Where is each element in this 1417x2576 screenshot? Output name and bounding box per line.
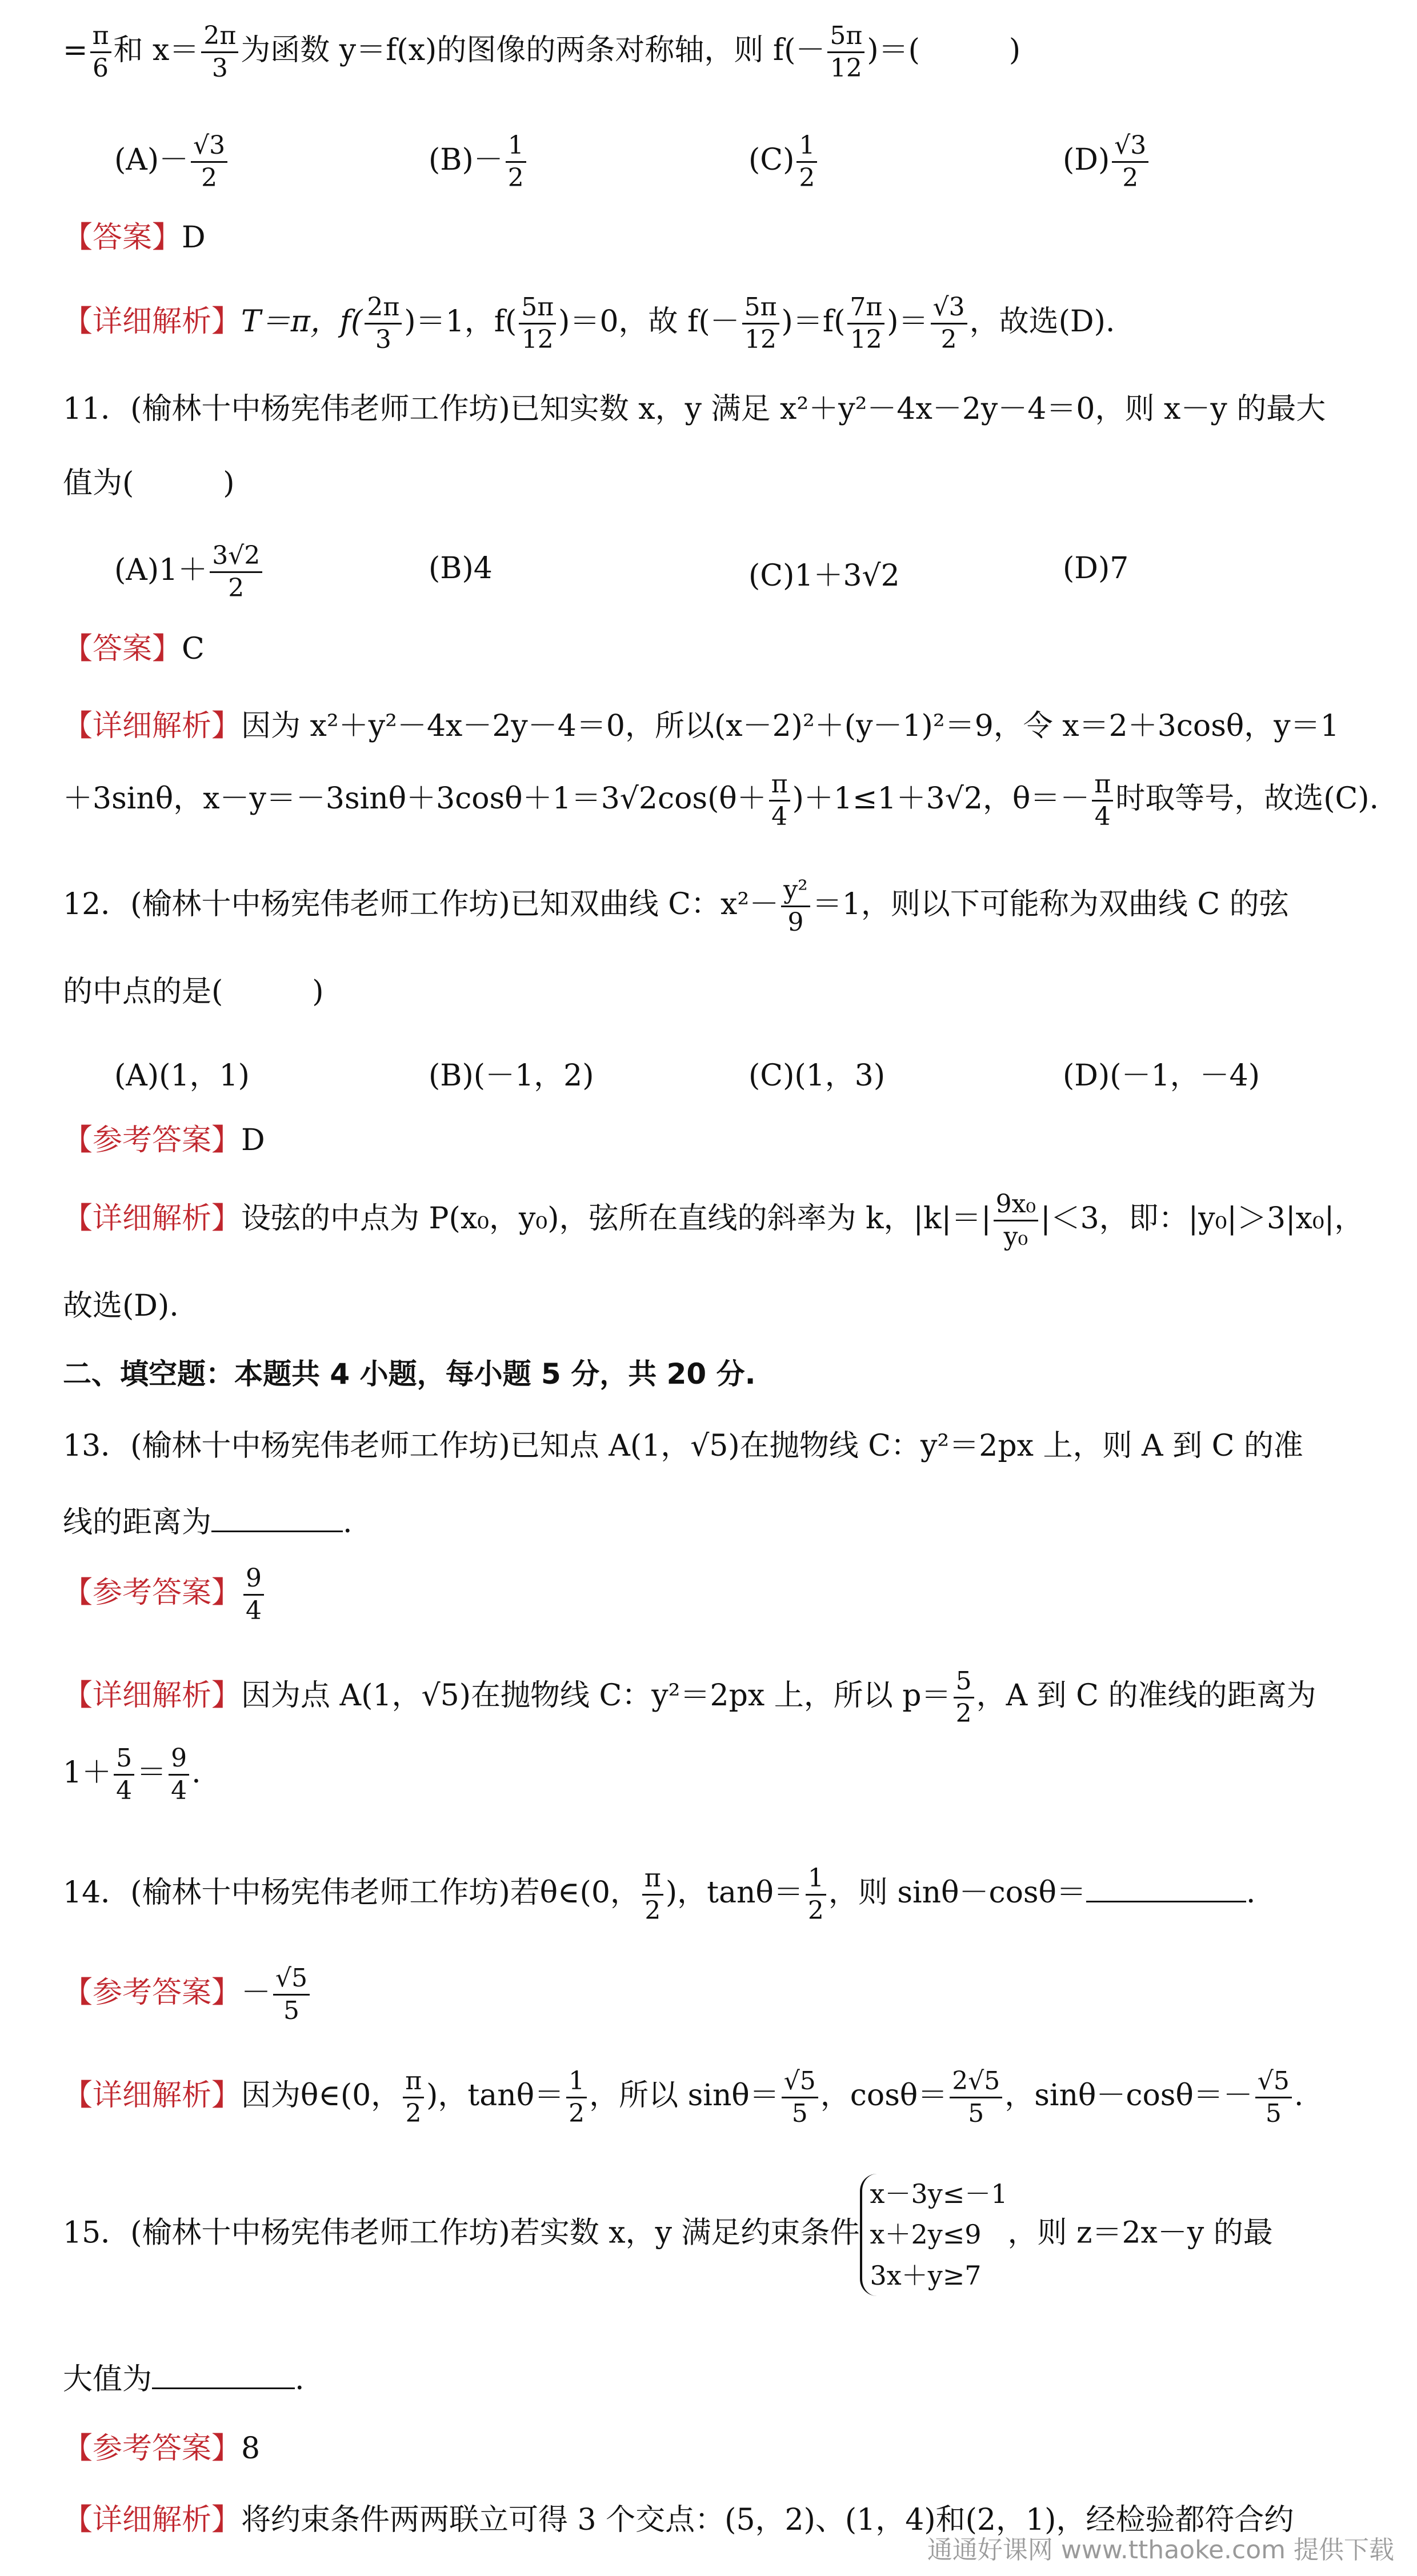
q10-choice-d: (D) $\frac{√3}{2}$	[1063, 133, 1151, 191]
q11-choice-d: (D)7	[1063, 551, 1129, 586]
q10-answer: 【答案】D	[63, 221, 206, 255]
q14-answer: 【参考答案】－ $\frac{√5}{5}$	[63, 1965, 312, 2024]
q12-stem-line1: 12．(榆林十中杨宪伟老师工作坊)已知双曲线 C：x²－ $\frac{\text{y²}}{9}$ ＝1，则以下可能称为双曲线 C 的弦	[63, 875, 1289, 938]
answer-tag: 【参考答案】	[63, 1576, 242, 1610]
q15-stem-line2: 大值为 .	[63, 2362, 305, 2397]
q12-choice-b: (B)(－1，2)	[429, 1059, 594, 1093]
q11-stem-line2: 值为( )	[63, 466, 235, 500]
site-watermark: 通通好课网 www.tthaoke.com 提供下载	[927, 2535, 1394, 2565]
q14-analysis: 【详细解析】因为θ∈(0， $\frac{\pi}{2}$ )，tanθ＝ $\frac{1}{2}$ ，所以 sinθ＝ $\frac{√5}{5}$ ，cosθ＝ $\frac{2√5}{5}$ ，sinθ－cosθ＝－ $\frac{√5}{5}$ .	[63, 2066, 1304, 2129]
answer-tag: 【答案】	[63, 221, 182, 255]
q10-choice-c: (C) $\frac{1}{2}$	[748, 133, 819, 191]
q12-choice-c: (C)(1，3)	[748, 1059, 886, 1093]
constraint-brace	[860, 2174, 1008, 2296]
q15-stem-line1: 15．(榆林十中杨宪伟老师工作坊)若实数 x，y 满足约束条件 x－3y≤－1 x＋2y≤9 3x＋y≥7 ，则 z＝2x－y 的最	[63, 2174, 1273, 2296]
analysis-tag: 【详细解析】	[63, 1678, 242, 1713]
q12-stem-line2: 的中点的是( )	[63, 975, 324, 1009]
q11-stem-line1: 11．(榆林十中杨宪伟老师工作坊)已知实数 x，y 满足 x²＋y²－4x－2y－4＝0，则 x－y 的最大	[63, 392, 1326, 426]
answer-blank[interactable]	[211, 1505, 343, 1532]
q13-stem-line1: 13．(榆林十中杨宪伟老师工作坊)已知点 A(1，√5)在抛物线 C：y²＝2px 上，则 A 到 C 的准	[63, 1429, 1303, 1463]
section-title: 二、填空题：本题共 4 小题，每小题 5 分，共 20 分.	[63, 1357, 756, 1391]
q11-choice-c: (C)1＋3√2	[748, 559, 900, 593]
q12-choice-d: (D)(－1，－4)	[1063, 1059, 1260, 1093]
q10-analysis: 【详细解析】T＝π，f( $\frac{2\pi}{3}$ )＝1，f( $\frac{5\pi}{12}$ )＝0，故 f(－ $\frac{5\pi}{12}$ )＝f( $\frac{7\pi}{12}$ )＝ $\frac{√3}{2}$ ，故选(D).	[63, 293, 1115, 355]
q12-analysis-line1: 【详细解析】设弦的中点为 P(x₀，y₀)，弦所在直线的斜率为 k，|k|＝| $\frac{\text{9x₀}}{\text{y₀}}$ |＜3，即：|y₀|＞3|x₀|，	[63, 1189, 1364, 1252]
analysis-tag: 【详细解析】	[63, 709, 242, 743]
q11-analysis-line1: 【详细解析】因为 x²＋y²－4x－2y－4＝0，所以(x－2)²＋(y－1)²＝9，令 x＝2＋3cosθ，y＝1	[63, 709, 1339, 743]
q10-stem: = $\frac{\pi}{6}$ 和 x＝ $\frac{2\pi}{3}$ 为函数 y＝f(x)的图像的两条对称轴，则 f(－ $\frac{5\pi}{12}$ )＝( )	[63, 21, 1021, 83]
q11-choice-b: (B)4	[429, 551, 493, 586]
q12-choice-a: (A)(1，1)	[114, 1059, 250, 1093]
q15-answer: 【参考答案】8	[63, 2431, 261, 2466]
q14-stem: 14．(榆林十中杨宪伟老师工作坊)若θ∈(0， $\frac{\pi}{2}$ )，tanθ＝ $\frac{1}{2}$ ，则 sinθ－cosθ＝ .	[63, 1864, 1256, 1926]
answer-tag: 【答案】	[63, 632, 182, 666]
q12-analysis-line2: 故选(D).	[63, 1289, 179, 1323]
q11-analysis-line2: ＋3sinθ，x－y＝－3sinθ＋3cosθ＋1＝3√2cos(θ＋ $\frac{\pi}{4}$ )＋1≤1＋3√2，θ＝－ $\frac{\pi}{4}$ 时取等号，故选(C).	[63, 770, 1379, 832]
q10-choice-a: (A)－ $\frac{√3}{2}$	[114, 133, 230, 191]
constraint-3: 3x＋y≥7	[870, 2259, 982, 2291]
analysis-tag: 【详细解析】	[63, 2503, 242, 2537]
q13-analysis-line1: 【详细解析】因为点 A(1，√5)在抛物线 C：y²＝2px 上，所以 p＝ $\frac{5}{2}$ ，A 到 C 的准线的距离为	[63, 1666, 1316, 1729]
q11-answer: 【答案】C	[63, 632, 205, 666]
constraint-1: x－3y≤－1	[870, 2178, 1008, 2209]
analysis-tag: 【详细解析】	[63, 305, 242, 339]
answer-tag: 【参考答案】	[63, 1123, 242, 1157]
answer-blank[interactable]	[152, 2362, 295, 2389]
q10-choice-b: (B)－ $\frac{1}{2}$	[429, 133, 529, 191]
q11-choice-a: (A)1＋ $\frac{3√2}{2}$	[114, 543, 265, 602]
q13-answer: 【参考答案】 $\frac{9}{4}$	[63, 1565, 266, 1624]
q13-stem-line2: 线的距离为 .	[63, 1505, 353, 1540]
constraint-2: x＋2y≤9	[870, 2219, 982, 2250]
q13-analysis-line2: 1＋ $\frac{5}{4}$ ＝ $\frac{9}{4}$ .	[63, 1744, 201, 1806]
answer-blank[interactable]	[1086, 1876, 1246, 1902]
analysis-tag: 【详细解析】	[63, 2078, 242, 2113]
q12-answer: 【参考答案】D	[63, 1123, 265, 1157]
q15-analysis-line1: 【详细解析】将约束条件两两联立可得 3 个交点：(5，2)、(1，4)和(2，1)，经检验都符合约	[63, 2503, 1294, 2537]
answer-tag: 【参考答案】	[63, 2431, 242, 2466]
analysis-tag: 【详细解析】	[63, 1201, 242, 1236]
answer-tag: 【参考答案】	[63, 1976, 242, 2010]
